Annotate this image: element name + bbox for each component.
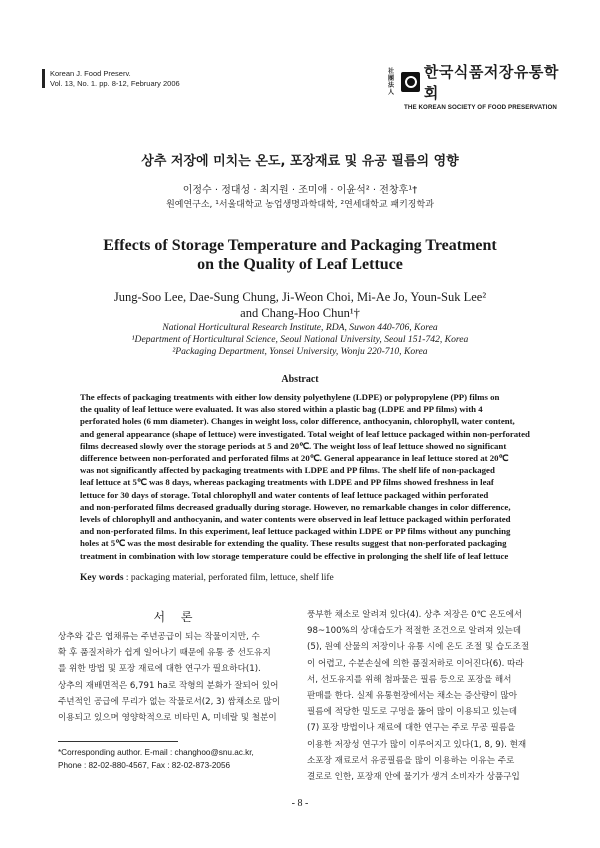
corresponding-author-footnote (58, 746, 298, 772)
journal-volume: Vol. 13, No. 1. pp. 8-12, February 2006 (50, 78, 180, 88)
body-line: 98~100%의 상대습도가 적절한 조건으로 알려져 있는데 (307, 626, 522, 637)
society-english-name: THE KOREAN SOCIETY OF FOOD PRESERVATION (404, 104, 557, 111)
body-line: 주년적인 공급에 무리가 없는 작물로서(2, 3) 쌈채소로 많이 (58, 696, 281, 707)
body-line: 이 어렵고, 수분손실에 의한 품질저하로 이어진다(6). 따라 (307, 658, 524, 669)
body-line: 를 위한 방법 및 포장 재료에 대한 연구가 필요하다(1). (58, 664, 261, 675)
english-title-line: Effects of Storage Temperature and Packaging Treatment (103, 237, 497, 254)
body-line: 판매를 한다. 실제 유통현장에서는 채소는 증산량이 많아 (307, 691, 518, 702)
abstract-line: lettuce for 30 days of storage. Total chlorophyll and water contents of leaf lettuce packaged within perforated (80, 489, 489, 500)
abstract-line: and general appearance (shape of lettuce) were investigated. Total weight of leaf lettuce packaged within non-perforated (80, 428, 530, 439)
affiliation-line: National Horticultural Research Institute, RDA, Suwon 440-706, Korea (162, 322, 438, 333)
society-type-label: 社團法人 (388, 68, 395, 96)
abstract-line: treatment in combination with low storage temperature could be effective in prolonging the shelf life of leaf lettuce (80, 550, 509, 561)
abstract-line: and non-perforated films. In this experiment, leaf lettuce packaged within LDPE or PP films without any punching (80, 526, 511, 537)
body-line: 확 후 품질저하가 쉽게 일어나기 때문에 유통 중 선도유지 (58, 648, 271, 659)
body-line: 결로로 인한, 포장재 안에 물기가 생겨 소비자가 상품구입 (307, 772, 520, 783)
english-authors-line: and Chang-Hoo Chun¹† (240, 306, 360, 320)
english-affiliations (40, 322, 560, 358)
left-column-text (58, 629, 294, 726)
affiliation-line: ²Packaging Department, Yonsei University, Wonju 220-710, Korea (172, 346, 428, 357)
abstract-line: and non-perforated films decreased gradually during storage. However, no remarkable changes in color difference, (80, 501, 511, 512)
journal-citation (42, 69, 280, 88)
abstract-line: levels of chlorophyll and anthocyanin, and water contents were observed in leaf lettuce packaged within perforated (80, 514, 511, 525)
keywords-text: : packaging material, perforated film, lettuce, shelf life (125, 573, 334, 583)
abstract-line: difference between non-perforated and perforated films at 20℃. General appearance in leaf lettuce stored at 20℃ (80, 453, 509, 464)
abstract-heading: Abstract (281, 374, 319, 385)
abstract-body (80, 391, 532, 562)
body-line: 풍부한 채소로 알려져 있다(4). 상추 저장은 0℃ 온도에서 (307, 610, 523, 620)
keywords-label: Key words (80, 573, 124, 583)
abstract-line: holes at 5℃ was the most desirable for extending the quality. These results suggest that non-perforated packaging (80, 538, 507, 549)
body-line: 상추의 재배면적은 6,791 ha로 작형의 분화가 잘되어 있어 (58, 680, 279, 691)
footnote-email: *Corresponding author. E-mail : changhoo@snu.ac.kr, (58, 748, 254, 757)
society-logo (388, 61, 564, 111)
english-authors-line: Jung-Soo Lee, Dae-Sung Chung, Ji-Weon Choi, Mi-Ae Jo, Youn-Suk Lee² (113, 290, 487, 304)
body-line: 상추와 같은 엽채류는 주년공급이 되는 작물이지만, 수 (58, 632, 260, 642)
abstract-line: The effects of packaging treatments with either low density polyethylene (LDPE) or polypropylene (PP) films on (80, 392, 500, 402)
body-line: (7) 포장 방법이나 재료에 대한 연구는 주로 무공 필름을 (307, 723, 516, 734)
abstract-line: perforated holes (6 mm diameter). Changes in weight loss, color difference, anthocyanin, chlorophyll, water content, (80, 416, 515, 427)
abstract-line: leaf lettuce at 5℃ was 8 days, whereas packaging treatments with LDPE and PP films showed freshness in leaf (80, 477, 494, 488)
keywords (80, 573, 532, 583)
body-line: 필름에 적당한 밀도로 구멍을 뚫어 많이 이용되고 있는데 (307, 707, 518, 718)
abstract-line: the quality of leaf lettuce were evaluated. It was also stored within a plastic bag (LDPE and PP films) with 4 (80, 404, 483, 415)
page-number: - 8 - (291, 798, 309, 809)
korean-authors: 이정수 · 정대성 · 최지원 · 조미애 · 이윤석² · 전창후¹† (182, 185, 418, 196)
right-column-text (307, 607, 543, 785)
korean-title: 상추 저장에 미치는 온도, 포장재료 및 유공 필름의 영향 (141, 154, 459, 169)
abstract-line: films decreased slowly over the storage periods at 5 and 20℃. The weight loss of leaf lettuce showed no significant (80, 440, 507, 451)
society-emblem-icon (401, 72, 420, 92)
english-title (40, 236, 560, 274)
korean-affiliations: 원예연구소, ¹서울대학교 농업생명과학대학, ²연세대학교 패키징학과 (166, 200, 434, 210)
footnote-divider (58, 741, 178, 742)
journal-name: Korean J. Food Preserv. (50, 69, 131, 78)
english-title-line: on the Quality of Leaf Lettuce (197, 256, 403, 273)
society-korean-name: 한국식품저장유통학회 (423, 63, 559, 102)
body-line: 서, 선도유지를 위해 첨파물은 필름 등으로 포장을 해서 (307, 674, 512, 685)
footnote-phone: Phone : 82-02-880-4567, Fax : 82-02-873-2056 (58, 761, 231, 770)
body-line: (5), 원예 산물의 저장이나 유통 시에 온도 조절 및 습도조절 (307, 642, 530, 653)
body-line: 소포장 재료로서 유공필름을 많이 이용하는 이유는 주로 (307, 755, 515, 766)
introduction-heading: 서 론 (153, 610, 199, 624)
english-authors (40, 289, 560, 321)
affiliation-line: ¹Department of Horticultural Science, Seoul National University, Seoul 151-742, Korea (131, 334, 469, 345)
body-line: 이용한 저장성 연구가 많이 이루어지고 있다(1, 8, 9). 현재 (307, 739, 527, 750)
body-line: 이용되고 있으며 영양학적으로 비타민 A, 미네랄 및 철분이 (58, 713, 277, 724)
abstract-line: was not significantly affected by packaging treatments with LDPE and PP films. The shelf life of non-packaged (80, 465, 495, 476)
